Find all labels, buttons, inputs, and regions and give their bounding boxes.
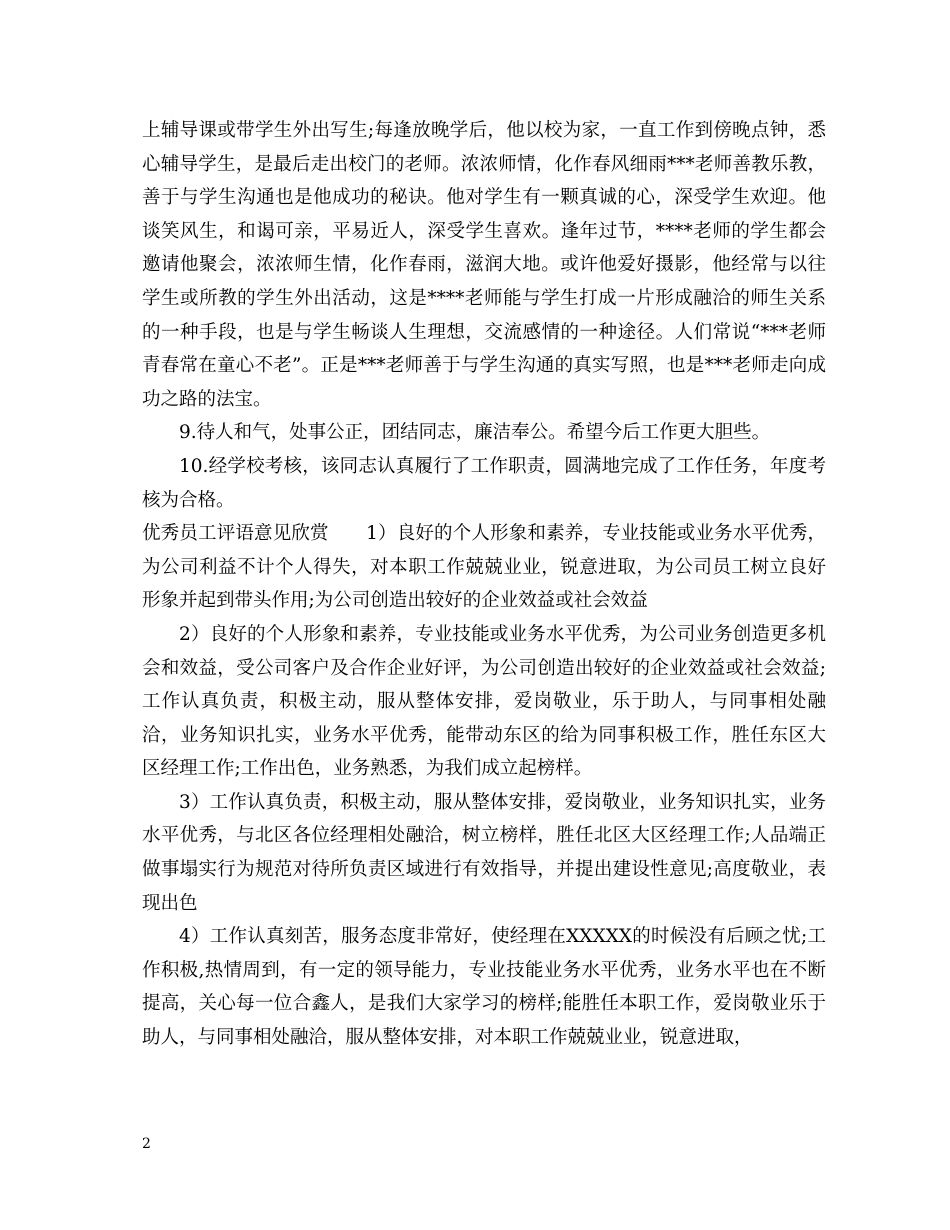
paragraph-1: 上辅导课或带学生外出写生;每逢放晚学后，他以校为家，一直工作到傍晚点钟，悉心辅导学生，是最后走出校门的老师。浓浓师情，化作春风细雨***老师善教乐教，善于与学生沟通也是他成功的秘诀。他对学生有一颗真诚的心，深受学生欢迎。他谈笑风生，和谒可亲，平易近人，深受学生喜欢。逢年过节，****老师的学生都会邀请他聚会，浓浓师生情，化作春雨，滋润大地。或许他爱好摄影，他经常与以往学生或所教的学生外出活动，这是****老师能与学生打成一片形成融洽的师生关系的一种手段，也是与学生畅谈人生理想，交流感情的一种途径。人们常说“***老师青春常在童心不老”。正是***老师善于与学生沟通的真实写照，也是***老师走向成功之路的法宝。 <box>142 120 826 410</box>
paragraph-7: 4）工作认真刻苦，服务态度非常好，使经理在XXXXX的时候没有后顾之忧;工作积极,热情周到，有一定的领导能力，专业技能业务水平优秀，业务水平也在不断提高，关心每一位合鑫人，是我们大家学习的榜样;能胜任本职工作，爱岗敬业乐于助人，与同事相处融洽，服从整体安排，对本职工作兢兢业业，锐意进取， <box>142 926 826 1049</box>
paragraph-4: 优秀员工评语意见欣赏 1）良好的个人形象和素养，专业技能或业务水平优秀，为公司利益不计个人得失，对本职工作兢兢业业，锐意进取，为公司员工树立良好形象并起到带头作用;为公司创造出较好的企业效益或社会效益 <box>142 523 826 612</box>
paragraph-6: 3）工作认真负责，积极主动，服从整体安排，爱岗敬业，业务知识扎实，业务水平优秀，与北区各位经理相处融洽，树立榜样，胜任北区大区经理工作;人品端正做事塌实行为规范对待所负责区域进行有效指导，并提出建设性意见;高度敬业，表现出色 <box>142 791 826 914</box>
paragraph-2: 9.待人和气，处事公正，团结同志，廉洁奉公。希望今后工作更大胆些。 <box>179 422 771 444</box>
page-number: 2 <box>142 1136 151 1152</box>
paragraph-5: 2）良好的个人形象和素养，专业技能或业务水平优秀，为公司业务创造更多机会和效益，受公司客户及合作企业好评，为公司创造出较好的企业效益或社会效益;工作认真负责，积极主动，服从整体安排，爱岗敬业，乐于助人，与同事相处融洽，业务知识扎实，业务水平优秀，能带动东区的给为同事积极工作，胜任东区大区经理工作;工作出色，业务熟悉，为我们成立起榜样。 <box>142 623 826 780</box>
paragraph-3: 10.经学校考核，该同志认真履行了工作职责，圆满地完成了工作任务，年度考核为合格。 <box>142 455 826 511</box>
document-body <box>142 114 826 1055</box>
